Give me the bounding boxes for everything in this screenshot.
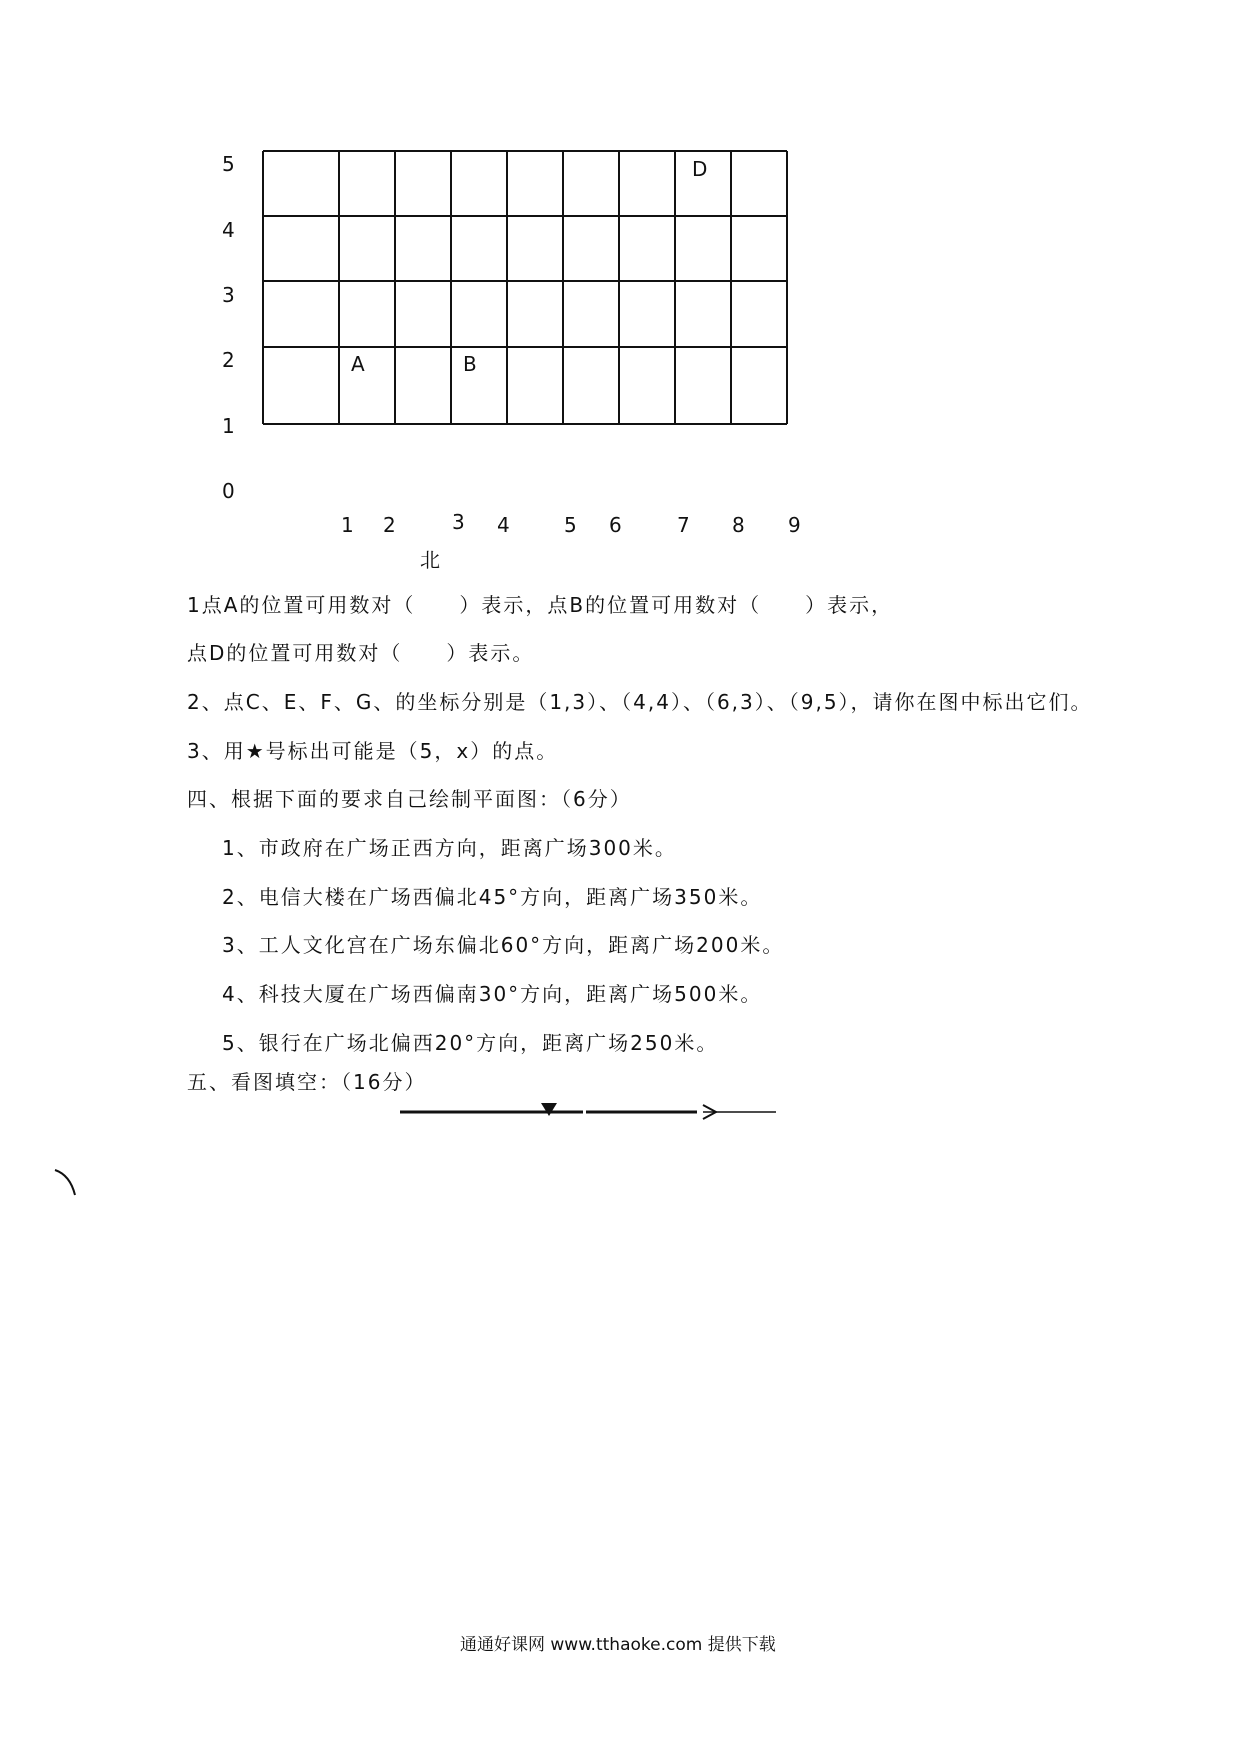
page-footer: 通通好课网 www.tthaoke.com 提供下载 (460, 1635, 776, 1655)
x-label-3: 3 (452, 510, 465, 534)
question-3: 3、用★号标出可能是（5，x）的点。 (187, 739, 559, 763)
x-label-1: 1 (341, 513, 354, 537)
x-label-7: 7 (677, 513, 690, 537)
y-label-3: 3 (222, 283, 235, 307)
question-1-line-1: 1点A的位置可用数对（ ）表示，点B的位置可用数对（ ）表示， (187, 593, 894, 617)
point-d: D (692, 157, 708, 181)
x-label-2: 2 (383, 513, 396, 537)
y-label-0: 0 (222, 479, 235, 503)
section-4-item-1: 1、市政府在广场正西方向，距离广场300米。 (222, 836, 677, 860)
x-label-9: 9 (788, 513, 801, 537)
question-1-line-2: 点D的位置可用数对（ ）表示。 (187, 641, 535, 665)
section-4-item-4: 4、科技大厦在广场西偏南30°方向，距离广场500米。 (222, 982, 763, 1006)
point-b: B (463, 352, 477, 376)
section-4-item-3: 3、工人文化宫在广场东偏北60°方向，距离广场200米。 (222, 933, 785, 957)
point-a: A (351, 352, 365, 376)
north-label: 北 (420, 548, 442, 572)
x-label-4: 4 (497, 513, 510, 537)
section-4-heading: 四、根据下面的要求自己绘制平面图：（6分） (187, 787, 632, 811)
section-4-item-5: 5、银行在广场北偏西20°方向，距离广场250米。 (222, 1031, 719, 1055)
corner-mark (55, 1170, 75, 1195)
y-label-2: 2 (222, 348, 235, 372)
down-triangle-marker (541, 1103, 557, 1116)
y-label-4: 4 (222, 218, 235, 242)
x-label-8: 8 (732, 513, 745, 537)
section-4-item-2: 2、电信大楼在广场西偏北45°方向，距离广场350米。 (222, 885, 763, 909)
section-5-heading: 五、看图填空：（16分） (187, 1070, 427, 1094)
y-label-1: 1 (222, 414, 235, 438)
x-label-6: 6 (609, 513, 622, 537)
y-label-5: 5 (222, 152, 235, 176)
x-label-5: 5 (564, 513, 577, 537)
question-2: 2、点C、E、F、G、的坐标分别是（1,3）、（4,4）、（6,3）、（9,5），请你在图中标出它们。 (187, 690, 1093, 714)
